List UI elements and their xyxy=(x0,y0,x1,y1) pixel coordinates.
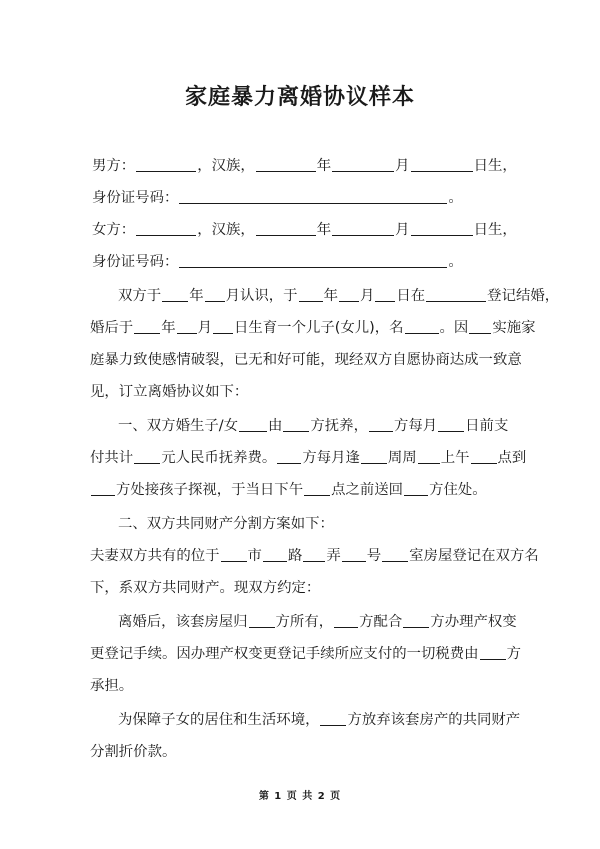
husband-id-line: 身份证号码： 。 xyxy=(92,190,463,206)
blank xyxy=(411,221,473,236)
blank xyxy=(332,221,394,236)
section-1-line-1: 一、双方婚生子/女 由 方抚养， 方每月 日前支 xyxy=(118,418,509,434)
husband-line: 男方： ，汉族， 年 月 日生， xyxy=(92,158,517,174)
paragraph-1-line-2: 婚后于 年 月 日生育一个儿子(女儿)，名 。因 实施家 xyxy=(90,320,536,336)
section-2-line-3: 下，系双方共同财产。现双方约定： xyxy=(90,580,321,596)
paragraph-1-line-4: 见，订立离婚协议如下： xyxy=(90,384,249,400)
paragraph-1-line-3: 庭暴力致使感情破裂，已无和好可能，现经双方自愿协商达成一致意 xyxy=(90,352,522,368)
document-title: 家庭暴力离婚协议样本 xyxy=(184,85,415,110)
blank xyxy=(256,221,316,236)
section-4-line-1: 为保障子女的居住和生活环境， 方放弃该套房产的共同财产 xyxy=(118,712,521,728)
section-4-line-2: 分割折价款。 xyxy=(90,744,177,760)
blank xyxy=(136,157,196,172)
wife-id-line: 身份证号码： 。 xyxy=(92,254,463,270)
blank xyxy=(179,189,447,204)
section-3-line-3: 承担。 xyxy=(90,678,134,694)
blank xyxy=(332,157,394,172)
blank xyxy=(179,253,447,268)
blank xyxy=(256,157,316,172)
wife-line: 女方： ，汉族， 年 月 日生， xyxy=(92,222,517,238)
section-3-line-1: 离婚后，该套房屋归 方所有， 方配合 方办理产权变 xyxy=(118,614,517,630)
section-2-line-2: 夫妻双方共有的位于 市 路 弄 号 室房屋登记在双方名 xyxy=(90,548,539,564)
blank xyxy=(136,221,196,236)
paragraph-1-line-1: 双方于 年 月认识，于 年 月 日在 登记结婚， xyxy=(118,288,560,304)
section-1-line-3: 方处接孩子探视，于当日下午 点之前送回 方住处。 xyxy=(90,480,487,500)
section-3-line-2: 更登记手续。因办理产权变更登记手续所应支付的一切税费由 方 xyxy=(90,646,521,662)
page-footer: 第 1 页 共 2 页 xyxy=(258,791,342,802)
section-1-line-2: 付共计 元人民币抚养费。 方每月逢 周周 上午 点到 xyxy=(90,450,527,466)
section-2-heading: 二、双方共同财产分割方案如下： xyxy=(118,516,334,532)
blank xyxy=(411,157,473,172)
